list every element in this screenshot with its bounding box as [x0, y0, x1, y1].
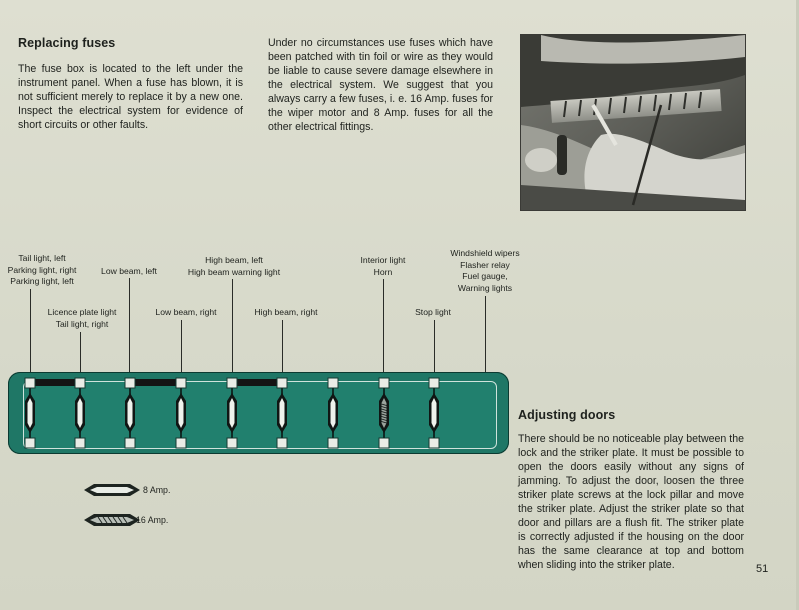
leader-line-6 — [282, 320, 283, 378]
fuse-terminal-top-4 — [176, 378, 186, 388]
leader-line-1 — [30, 289, 31, 378]
fuse-terminal-bottom-9 — [429, 438, 439, 448]
fuse-element-1 — [28, 398, 33, 428]
large-fuse-legend-label: 16 Amp. — [136, 515, 169, 525]
fuse-element-6 — [280, 398, 285, 428]
fuse-terminal-bottom-4 — [176, 438, 186, 448]
fuse-box-diagram — [8, 372, 509, 454]
replacing-fuses-heading: Replacing fuses — [18, 36, 116, 50]
fuse-label-8: Stop light — [415, 307, 451, 317]
fuse-terminal-top-2 — [75, 378, 85, 388]
fuse-terminal-top-8 — [379, 378, 389, 388]
adjusting-doors-heading: Adjusting doors — [518, 408, 616, 422]
fuse-terminal-bottom-7 — [328, 438, 338, 448]
small-fuse-legend-icon — [82, 482, 142, 498]
adjusting-doors-text: There should be no noticeable play between the lock and the striker plate. It must be possible to open the doors easily without any signs of jamming. To adjust the door, loosen the three striker plate screws at the lock pillar and move the striker plate. Adjust the striker plate so that door and pillars are a flush fit. The striker plate is correctly adjusted if the housing on the door has the same clearance at top and bottom when sliding into the striker plate. — [518, 433, 744, 571]
fuse-label-9: Windshield wipers Flasher relay Fuel gauge, Warning lights — [450, 248, 520, 293]
fuse-terminal-top-6 — [277, 378, 287, 388]
fuse-label-5: High beam, left High beam warning light — [187, 255, 281, 277]
fuse-warning-text: Under no circumstances use fuses which have been patched with tin foil or wire as they would be liable to cause severe damage elsewhere in the electrical system. We suggest that you always carry a few fuses, i. e. 16 Amp. fuses for the wiper motor and 8 Amp. fuses for all the other electrical fittings. — [268, 37, 493, 133]
fuse-row — [8, 372, 509, 454]
fuse-label-1: Tail light, left Parking light, right Parking light, left — [7, 253, 77, 287]
fuse-terminal-bottom-6 — [277, 438, 287, 448]
fuse-bridge-2 — [134, 379, 177, 386]
leader-line-9 — [485, 296, 486, 378]
leader-line-8 — [434, 320, 435, 378]
fuse-box-photo-illustration — [521, 35, 745, 210]
large-fuse-legend-icon — [82, 512, 142, 528]
fuse-terminal-top-3 — [125, 378, 135, 388]
small-fuse-legend-label: 8 Amp. — [143, 485, 171, 495]
fuse-element-2 — [78, 398, 83, 428]
fuse-element-3 — [128, 398, 133, 428]
leader-line-7 — [383, 279, 384, 378]
leader-line-5 — [232, 279, 233, 378]
page-number: 51 — [756, 563, 769, 575]
fuse-label-6: High beam, right — [254, 307, 318, 317]
fuse-label-7: Interior light Horn — [360, 255, 406, 277]
fuse-terminal-bottom-1 — [25, 438, 35, 448]
replacing-fuses-text: The fuse box is located to the left under the instrument panel. When a fuse has blown, it is not sufficient merely to replace it by a new one. Inspect the electrical system for evidence of short circuits or other faults. — [18, 63, 243, 131]
fuse-bridge-3 — [236, 379, 278, 386]
fuse-terminal-top-1 — [25, 378, 35, 388]
fuse-bridge-1 — [34, 379, 76, 386]
fuse-element-9 — [432, 398, 437, 428]
leader-line-3 — [129, 278, 130, 378]
fuse-terminal-bottom-3 — [125, 438, 135, 448]
fuse-terminal-top-9 — [429, 378, 439, 388]
leader-line-4 — [181, 320, 182, 378]
fuse-terminal-top-5 — [227, 378, 237, 388]
fuse-element-4 — [179, 398, 184, 428]
fuse-label-4: Low beam, right — [155, 307, 217, 317]
fuse-box-photo — [520, 34, 746, 211]
fuse-label-2: Licence plate light Tail light, right — [47, 307, 117, 329]
fuse-terminal-bottom-8 — [379, 438, 389, 448]
fuse-terminal-bottom-2 — [75, 438, 85, 448]
fuse-label-3: Low beam, left — [101, 266, 157, 276]
fuse-element-5 — [230, 398, 235, 428]
fuse-terminal-bottom-5 — [227, 438, 237, 448]
fuse-terminal-top-7 — [328, 378, 338, 388]
fuse-element-7 — [331, 398, 336, 428]
